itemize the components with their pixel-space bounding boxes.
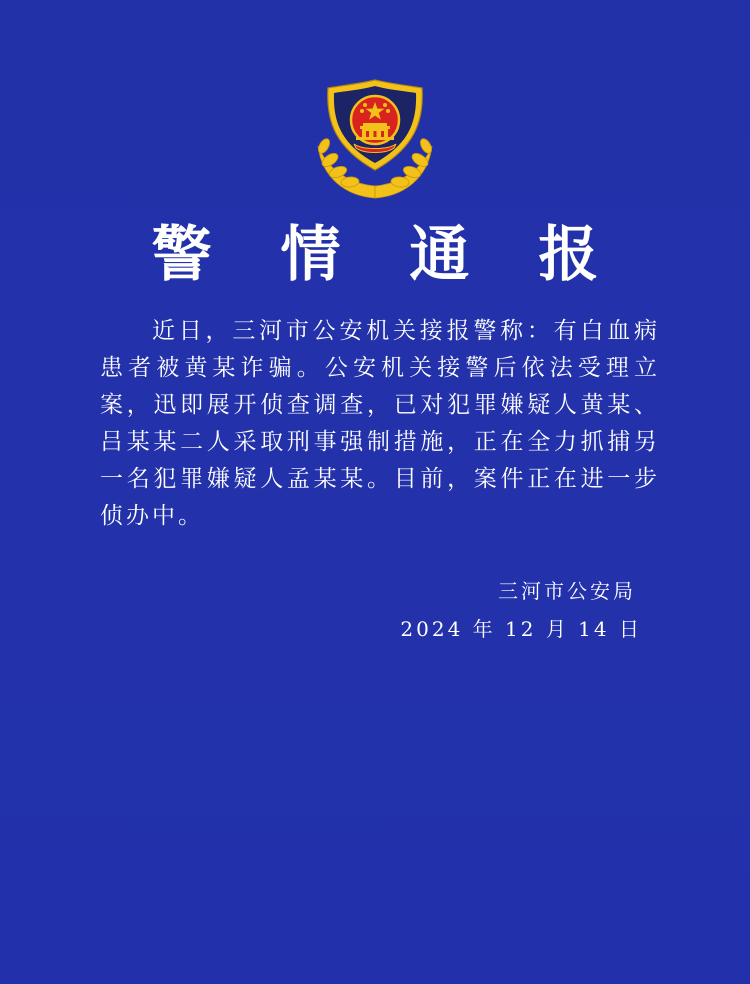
page-title: 警 情 通 报	[151, 220, 623, 290]
signoff-block	[400, 572, 642, 648]
police-emblem-icon	[310, 74, 440, 204]
issuing-department: 三河市公安局	[498, 579, 636, 603]
issue-date: 2024 年 12 月 14 日	[400, 617, 642, 641]
notice-body: 近日，三河市公安机关接报警称：有白血病患者被黄某诈骗。公安机关接警后依法受理立案，迅即展开侦查调查，已对犯罪嫌疑人黄某、吕某某二人采取刑事强制措施，正在全力抓捕另一名犯罪嫌疑人孟某某。目前，案件正在进一步侦办中。	[100, 318, 660, 529]
